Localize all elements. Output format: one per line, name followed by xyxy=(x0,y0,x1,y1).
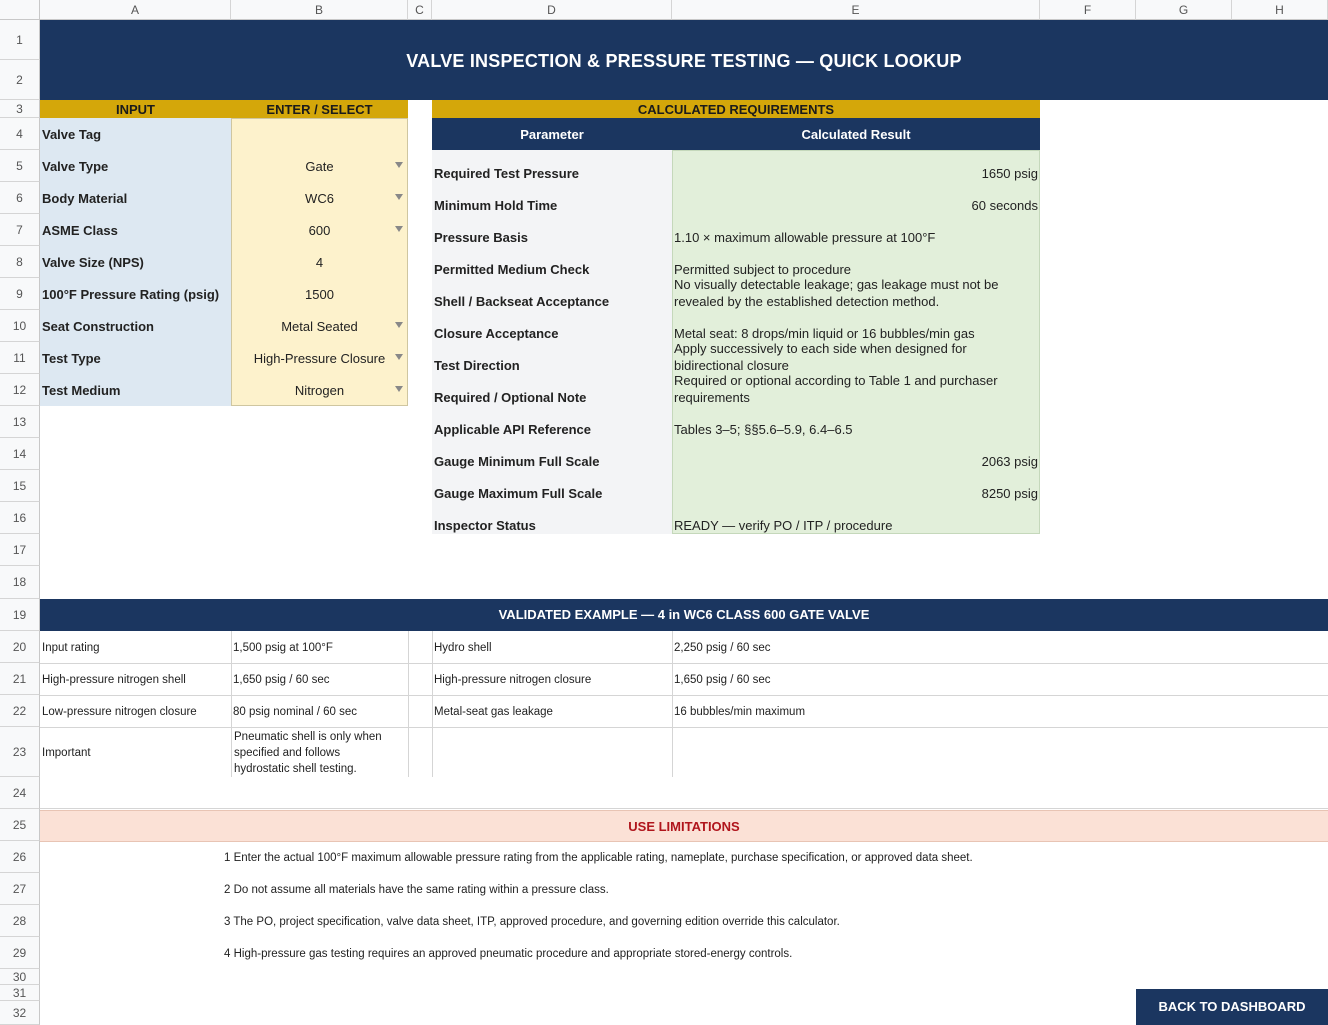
parameter-label: Permitted Medium Check xyxy=(434,262,590,277)
dropdown-arrow-icon[interactable] xyxy=(395,386,403,392)
row-header-5[interactable]: 5 xyxy=(0,150,40,182)
input-value: WC6 xyxy=(305,191,334,206)
input-label: 100°F Pressure Rating (psig) xyxy=(42,287,220,302)
row-header-24[interactable]: 24 xyxy=(0,777,40,809)
input-label: Valve Size (NPS) xyxy=(42,255,144,270)
row-header-2[interactable]: 2 xyxy=(0,60,40,100)
input-field[interactable] xyxy=(232,246,407,278)
row-divider xyxy=(40,808,1328,809)
column-header-d[interactable]: D xyxy=(432,0,672,20)
input-value: 4 xyxy=(315,255,324,270)
input-label: Valve Tag xyxy=(42,127,102,142)
input-select[interactable] xyxy=(232,374,407,406)
parameter-column-header: Parameter xyxy=(520,127,584,142)
input-label: Test Type xyxy=(42,351,101,366)
input-label: Valve Type xyxy=(42,159,109,174)
parameter-label: Closure Acceptance xyxy=(434,326,559,341)
row-header-17[interactable]: 17 xyxy=(0,534,40,566)
row-header-29[interactable]: 29 xyxy=(0,937,40,969)
parameter-label: Test Direction xyxy=(434,358,520,373)
example-cell-d[interactable]: Hydro shell xyxy=(434,642,492,654)
row-header-31[interactable]: 31 xyxy=(0,985,40,1001)
parameter-label: Minimum Hold Time xyxy=(434,198,558,213)
parameter-label: Required Test Pressure xyxy=(434,166,579,181)
example-cell-a[interactable]: High-pressure nitrogen shell xyxy=(42,674,186,686)
input-field[interactable] xyxy=(232,118,407,150)
example-important-text[interactable]: Pneumatic shell is only when xyxy=(234,731,382,743)
example-cell-e[interactable]: 2,250 psig / 60 sec xyxy=(674,642,771,654)
limitation-item: 3 The PO, project specification, valve data sheet, ITP, approved procedure, and governing edition override this calculator. xyxy=(224,916,840,928)
input-label: Test Medium xyxy=(42,383,121,398)
parameter-label: Gauge Maximum Full Scale xyxy=(434,486,603,501)
example-important-label[interactable]: Important xyxy=(42,747,91,759)
parameter-label: Inspector Status xyxy=(434,518,536,533)
row-divider xyxy=(40,727,1328,728)
result-shell-acceptance-line1[interactable]: No visually detectable leakage; gas leakage must not be xyxy=(674,277,999,292)
example-cell-e[interactable]: 16 bubbles/min maximum xyxy=(674,706,806,718)
row-header-13[interactable]: 13 xyxy=(0,406,40,438)
example-cell-b[interactable]: 1,500 psig at 100°F xyxy=(233,642,333,654)
row-header-19[interactable]: 19 xyxy=(0,599,40,631)
example-cell-a[interactable]: Input rating xyxy=(42,642,100,654)
row-header-15[interactable]: 15 xyxy=(0,470,40,502)
example-cell-e[interactable]: 1,650 psig / 60 sec xyxy=(674,674,771,686)
input-select[interactable] xyxy=(232,310,407,342)
row-divider xyxy=(40,663,1328,664)
row-header-4[interactable]: 4 xyxy=(0,118,40,150)
result-shell-acceptance-line2[interactable]: revealed by the established detection method. xyxy=(674,294,940,309)
result-note-line1[interactable]: Required or optional according to Table 1 and purchaser xyxy=(674,373,998,388)
parameter-label: Required / Optional Note xyxy=(434,390,587,405)
column-divider xyxy=(432,631,433,777)
row-header-27[interactable]: 27 xyxy=(0,873,40,905)
row-header-14[interactable]: 14 xyxy=(0,438,40,470)
input-label: Body Material xyxy=(42,191,128,206)
row-header-3[interactable]: 3 xyxy=(0,100,40,118)
result-column-header: Calculated Result xyxy=(801,127,911,142)
row-header-26[interactable]: 26 xyxy=(0,841,40,873)
calc-header: CALCULATED REQUIREMENTS xyxy=(432,100,1040,119)
dropdown-arrow-icon[interactable] xyxy=(395,322,403,328)
input-select[interactable] xyxy=(232,342,407,374)
example-cell-b[interactable]: 80 psig nominal / 60 sec xyxy=(233,706,358,718)
result-closure-acceptance[interactable]: Metal seat: 8 drops/min liquid or 16 bubbles/min gas xyxy=(674,326,975,341)
result-medium-check[interactable]: Permitted subject to procedure xyxy=(674,262,852,277)
result-note-line2[interactable]: requirements xyxy=(674,390,750,405)
row-header-8[interactable]: 8 xyxy=(0,246,40,278)
example-cell-d[interactable]: Metal-seat gas leakage xyxy=(434,706,553,718)
row-header-32[interactable]: 32 xyxy=(0,1001,40,1025)
row-header-1[interactable]: 1 xyxy=(0,20,40,60)
input-label: ASME Class xyxy=(42,223,118,238)
input-value: High-Pressure Closure xyxy=(253,351,386,366)
input-value: Nitrogen xyxy=(294,383,345,398)
column-header-g[interactable]: G xyxy=(1136,0,1232,20)
row-divider xyxy=(40,695,1328,696)
row-header-10[interactable]: 10 xyxy=(0,310,40,342)
result-gauge-max[interactable]: 8250 psig xyxy=(981,486,1038,501)
page-title: VALVE INSPECTION & PRESSURE TESTING — QUICK LOOKUP xyxy=(40,20,1328,100)
result-hold-time[interactable]: 60 seconds xyxy=(971,198,1038,213)
row-header-28[interactable]: 28 xyxy=(0,905,40,937)
column-header-h[interactable]: H xyxy=(1232,0,1328,20)
parameter-label: Pressure Basis xyxy=(434,230,528,245)
column-header-b[interactable]: B xyxy=(231,0,408,20)
example-important-text[interactable]: specified and follows xyxy=(234,747,341,759)
input-field[interactable] xyxy=(232,278,407,310)
enter-select-header: ENTER / SELECT xyxy=(231,100,408,119)
dropdown-arrow-icon[interactable] xyxy=(395,226,403,232)
limitation-item: 4 High-pressure gas testing requires an approved pneumatic procedure and appropriate stored-energy controls. xyxy=(224,948,793,960)
example-cell-a[interactable]: Low-pressure nitrogen closure xyxy=(42,706,197,718)
example-cell-b[interactable]: 1,650 psig / 60 sec xyxy=(233,674,330,686)
column-divider xyxy=(408,631,409,777)
parameter-label: Applicable API Reference xyxy=(434,422,592,437)
input-value: Metal Seated xyxy=(281,319,358,334)
input-select[interactable] xyxy=(232,214,407,246)
input-value: 600 xyxy=(308,223,331,238)
column-header-c[interactable]: C xyxy=(408,0,432,20)
back-to-dashboard-button[interactable]: BACK TO DASHBOARD xyxy=(1136,989,1328,1025)
limitation-item: 2 Do not assume all materials have the same rating within a pressure class. xyxy=(224,884,609,896)
limitation-item: 1 Enter the actual 100°F maximum allowable pressure rating from the applicable rating, nameplate, purchase specification, or approved data sheet. xyxy=(224,852,973,864)
calc-column-headers xyxy=(432,118,1040,150)
result-test-pressure[interactable]: 1650 psig xyxy=(981,166,1038,181)
dropdown-arrow-icon[interactable] xyxy=(395,354,403,360)
row-header-7[interactable]: 7 xyxy=(0,214,40,246)
example-cell-d[interactable]: High-pressure nitrogen closure xyxy=(434,674,592,686)
input-value: 1500 xyxy=(305,287,334,302)
select-all-corner[interactable] xyxy=(0,0,40,20)
column-divider xyxy=(231,631,232,777)
row-header-22[interactable]: 22 xyxy=(0,695,40,727)
dropdown-arrow-icon[interactable] xyxy=(395,194,403,200)
result-direction-line1[interactable]: Apply successively to each side when designed for xyxy=(674,341,967,356)
result-api-reference[interactable]: Tables 3–5; §§5.6–5.9, 6.4–6.5 xyxy=(674,422,853,437)
input-label: Seat Construction xyxy=(42,319,154,334)
parameter-label: Gauge Minimum Full Scale xyxy=(434,454,600,469)
column-header-f[interactable]: F xyxy=(1040,0,1136,20)
use-limitations-header: USE LIMITATIONS xyxy=(40,810,1328,842)
column-divider xyxy=(672,631,673,777)
input-value: Gate xyxy=(305,159,334,174)
row-header-18[interactable]: 18 xyxy=(0,566,40,599)
input-select[interactable] xyxy=(232,150,407,182)
result-gauge-min[interactable]: 2063 psig xyxy=(981,454,1038,469)
validated-example-header: VALIDATED EXAMPLE — 4 in WC6 CLASS 600 GATE VALVE xyxy=(40,599,1328,631)
row-header-12[interactable]: 12 xyxy=(0,374,40,406)
input-header: INPUT xyxy=(40,100,231,119)
input-select[interactable] xyxy=(232,182,407,214)
row-header-23[interactable]: 23 xyxy=(0,727,40,777)
row-header-9[interactable]: 9 xyxy=(0,278,40,310)
row-header-16[interactable]: 16 xyxy=(0,502,40,534)
dropdown-arrow-icon[interactable] xyxy=(395,162,403,168)
row-header-11[interactable]: 11 xyxy=(0,342,40,374)
row-header-6[interactable]: 6 xyxy=(0,182,40,214)
row-header-30[interactable]: 30 xyxy=(0,969,40,985)
example-important-text[interactable]: hydrostatic shell testing. xyxy=(234,763,357,775)
row-header-20[interactable]: 20 xyxy=(0,631,40,663)
result-pressure-basis[interactable]: 1.10 × maximum allowable pressure at 100°F xyxy=(674,230,936,245)
result-direction-line2[interactable]: bidirectional closure xyxy=(674,358,789,373)
parameter-label: Shell / Backseat Acceptance xyxy=(434,294,610,309)
row-header-25[interactable]: 25 xyxy=(0,809,40,841)
result-inspector-status[interactable]: READY — verify PO / ITP / procedure xyxy=(674,518,893,533)
row-header-21[interactable]: 21 xyxy=(0,663,40,695)
column-header-a[interactable]: A xyxy=(40,0,231,20)
column-header-e[interactable]: E xyxy=(672,0,1040,20)
